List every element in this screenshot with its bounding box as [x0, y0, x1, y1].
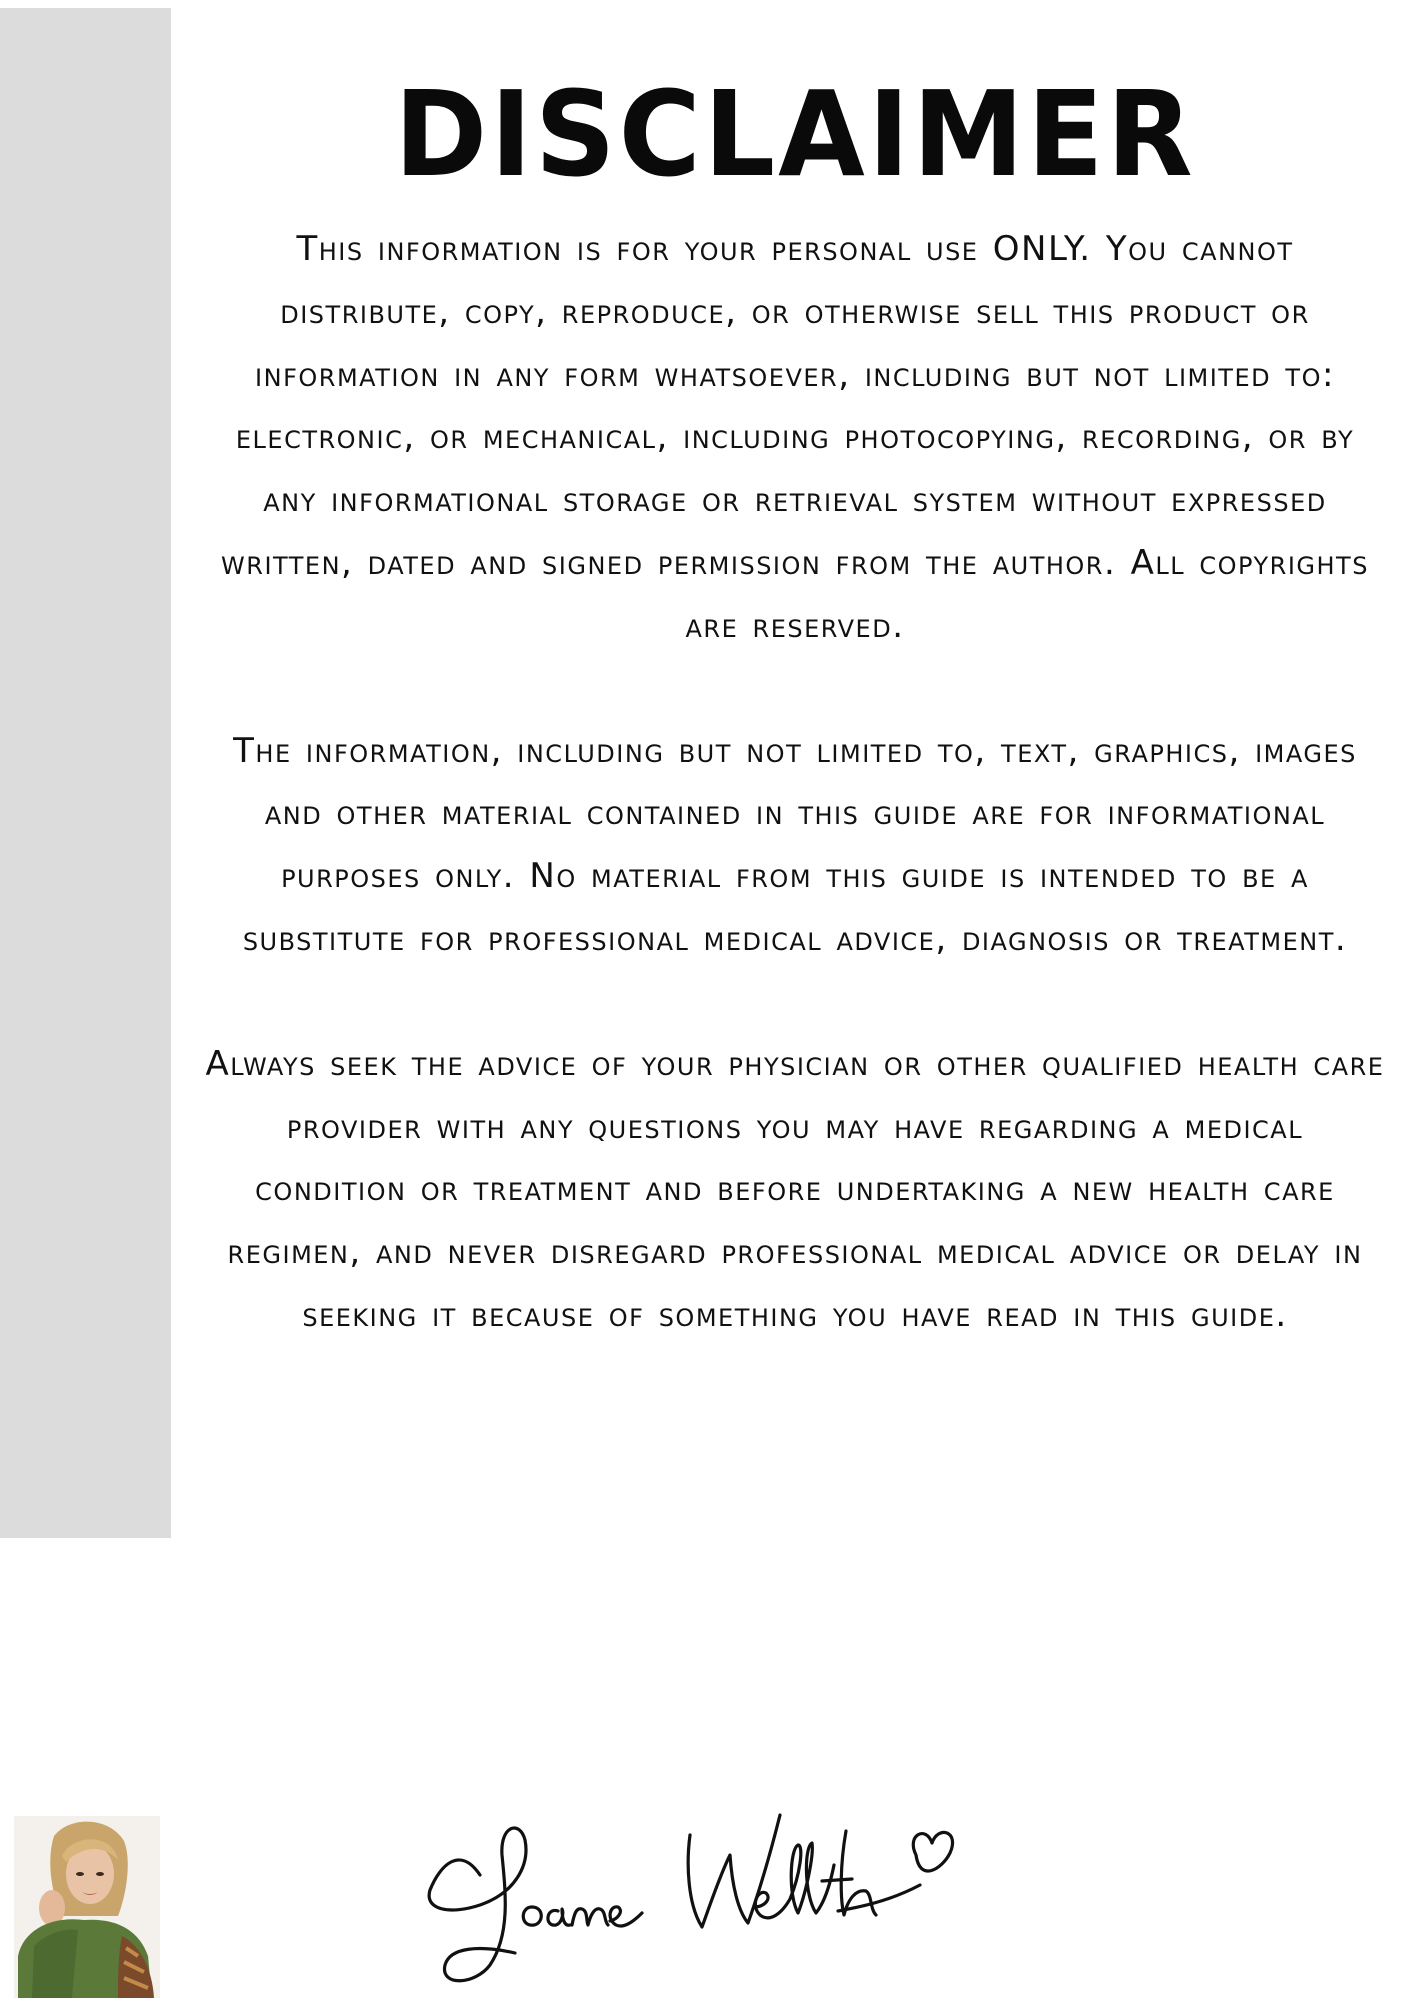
disclaimer-paragraph-usage: This information is for your personal use ONLY. You cannot distribute, copy, reproduce, or otherwise sell this product or information in any form whatsoever, including but not limited to: electronic, or mechanical, including photocopying, recording, or by any informational storage or retrieval system without expressed written, dated and signed permission from the author. All copyrights are reserved.	[221, 229, 1369, 646]
author-photo-illustration	[14, 1816, 160, 1998]
author-photo	[14, 1816, 160, 1998]
author-signature	[420, 1795, 980, 1995]
disclaimer-paragraph-advice: Always seek the advice of your physician or other qualified health care provider with any questions you may have regarding a medical condition or treatment and before undertaking a new health care regimen, and never disregard professional medical advice or delay in seeking it because of something you have read in this guide.	[205, 1043, 1385, 1335]
decorative-sidebar	[0, 8, 171, 1538]
signature-illustration	[420, 1795, 980, 1995]
disclaimer-paragraph-information: The information, including but not limited to, text, graphics, images and other material contained in this guide are for informational purposes only. No material from this guide is intended to be a substitute for professional medical advice, diagnosis or treatment.	[233, 730, 1357, 959]
page-title: DISCLAIMER	[394, 66, 1196, 204]
disclaimer-content	[205, 66, 1385, 1347]
